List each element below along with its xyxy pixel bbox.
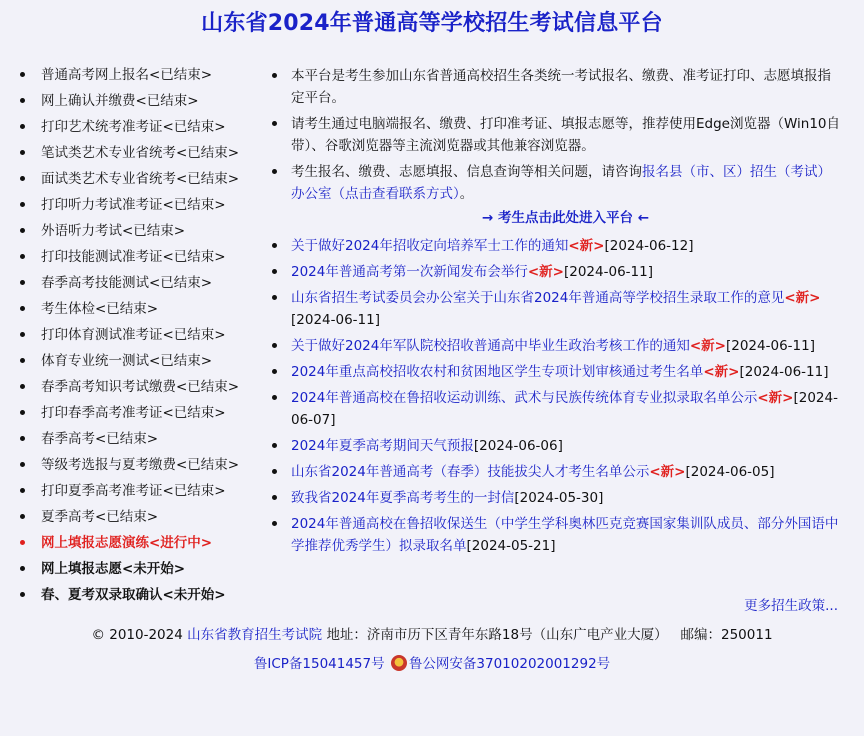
news-item (270, 513, 840, 557)
news-title-link[interactable]: 2024年普通高校在鲁招收运动训练、武术与民族传统体育专业拟录取名单公示 (291, 390, 758, 406)
news-date: [2024-05-30] (514, 490, 604, 506)
icp-link[interactable]: 鲁ICP备15041457号 (253, 656, 385, 672)
sidebar-item[interactable]: 网上填报志愿演练<进行中> (20, 532, 265, 558)
notice-item (270, 113, 840, 157)
news-title-link[interactable]: 2024年普通高考第一次新闻发布会举行 (291, 264, 528, 280)
org-link[interactable]: 山东省教育招生考试院 (187, 627, 323, 643)
new-badge: <新> (649, 464, 686, 480)
sidebar-item[interactable]: 普通高考网上报名<已结束> (20, 64, 265, 90)
news-title-link[interactable]: 2024年普通高校在鲁招收保送生（中学生学科奥林匹克竞赛国家集训队成员、部分外国语中学推荐优秀学生）拟录取名单 (291, 516, 839, 554)
notice-item (270, 161, 840, 205)
sidebar-item[interactable]: 打印艺术统考准考证<已结束> (20, 116, 265, 142)
sidebar-item[interactable]: 夏季高考<已结束> (20, 506, 265, 532)
news-date: [2024-06-11] (563, 264, 653, 280)
sidebar-item[interactable]: 春、夏考双录取确认<未开始> (20, 584, 265, 610)
notice-list (270, 65, 840, 205)
news-title-link[interactable]: 山东省招生考试委员会办公室关于山东省2024年普通高等学校招生录取工作的意见 (291, 290, 785, 306)
new-badge: <新> (527, 264, 564, 280)
new-badge: <新> (757, 390, 794, 406)
sidebar (20, 64, 265, 610)
news-title-link[interactable]: 关于做好2024年军队院校招收普通高中毕业生政治考核工作的通知 (291, 338, 690, 354)
news-date: [2024-06-11] (291, 312, 380, 328)
news-item (270, 287, 840, 331)
news-date: [2024-06-06] (473, 438, 563, 454)
notice-text: 本平台是考生参加山东省普通高校招生各类统一考试报名、缴费、准考证打印、志愿填报指定平台。 (291, 68, 831, 106)
news-item (270, 487, 840, 509)
sidebar-item[interactable]: 外语听力考试<已结束> (20, 220, 265, 246)
new-badge: <新> (568, 238, 605, 254)
main-content (270, 65, 840, 561)
sidebar-item[interactable]: 春季高考知识考试缴费<已结束> (20, 376, 265, 402)
notice-text: 请考生通过电脑端报名、缴费、打印准考证、填报志愿等，推荐使用Edge浏览器（Win10自带）、谷歌浏览器等主流浏览器或其他兼容浏览器。 (291, 116, 841, 154)
news-title-link[interactable]: 2024年重点高校招收农村和贫困地区学生专项计划审核通过考生名单 (291, 364, 704, 380)
sidebar-item[interactable]: 体育专业统一测试<已结束> (20, 350, 265, 376)
news-item (270, 361, 840, 383)
news-date: [2024-06-07] (291, 390, 838, 428)
news-list (270, 235, 840, 557)
news-title-link[interactable]: 致我省2024年夏季高考考生的一封信 (291, 490, 515, 506)
sidebar-item[interactable]: 打印体育测试准考证<已结束> (20, 324, 265, 350)
news-title-link[interactable]: 2024年夏季高考期间天气预报 (291, 438, 474, 454)
sidebar-item[interactable]: 打印夏季高考准考证<已结束> (20, 480, 265, 506)
news-date: [2024-06-12] (604, 238, 694, 254)
notice-item (270, 65, 840, 109)
new-badge: <新> (784, 290, 821, 306)
postcode: 邮编：250011 (680, 627, 773, 643)
sidebar-item[interactable]: 打印春季高考准考证<已结束> (20, 402, 265, 428)
sidebar-item[interactable]: 考生体检<已结束> (20, 298, 265, 324)
sidebar-item[interactable]: 网上填报志愿<未开始> (20, 558, 265, 584)
sidebar-item[interactable]: 打印技能测试准考证<已结束> (20, 246, 265, 272)
page-title: 山东省2024年普通高等学校招生考试信息平台 (201, 11, 663, 36)
more-policies-link[interactable]: 更多招生政策... (744, 598, 838, 614)
news-date: [2024-06-11] (725, 338, 815, 354)
news-title-link[interactable]: 山东省2024年普通高考（春季）技能拔尖人才考生名单公示 (291, 464, 650, 480)
police-record-link[interactable]: 鲁公网安备37010202001292号 (408, 656, 611, 672)
sidebar-item[interactable]: 春季高考技能测试<已结束> (20, 272, 265, 298)
news-item (270, 461, 840, 483)
news-date: [2024-06-11] (739, 364, 829, 380)
sidebar-item[interactable]: 笔试类艺术专业省统考<已结束> (20, 142, 265, 168)
footer (0, 624, 864, 675)
notice-text: 考生报名、缴费、志愿填报、信息查询等相关问题，请咨询 (291, 164, 642, 180)
contact-office-link[interactable]: 报名县（市、区）招生（考试）办公室（点击查看联系方式） (291, 164, 831, 202)
news-item (270, 435, 840, 457)
sidebar-item[interactable]: 网上确认并缴费<已结束> (20, 90, 265, 116)
police-badge-icon (391, 655, 407, 671)
copyright: © 2010-2024 (91, 627, 183, 643)
new-badge: <新> (689, 338, 726, 354)
enter-platform-link[interactable]: → 考生点击此处进入平台 ← (481, 210, 650, 226)
news-item (270, 335, 840, 357)
news-date: [2024-05-21] (466, 538, 556, 554)
news-item (270, 387, 840, 431)
notice-text: 。 (459, 186, 474, 202)
news-item (270, 261, 840, 283)
sidebar-item[interactable]: 等级考选报与夏考缴费<已结束> (20, 454, 265, 480)
news-title-link[interactable]: 关于做好2024年招收定向培养军士工作的通知 (291, 238, 569, 254)
sidebar-item[interactable]: 打印听力考试准考证<已结束> (20, 194, 265, 220)
sidebar-item[interactable]: 面试类艺术专业省统考<已结束> (20, 168, 265, 194)
news-date: [2024-06-05] (685, 464, 775, 480)
new-badge: <新> (703, 364, 740, 380)
news-item (270, 235, 840, 257)
address: 地址：济南市历下区青年东路18号（山东广电产业大厦） (326, 627, 668, 643)
sidebar-item[interactable]: 春季高考<已结束> (20, 428, 265, 454)
